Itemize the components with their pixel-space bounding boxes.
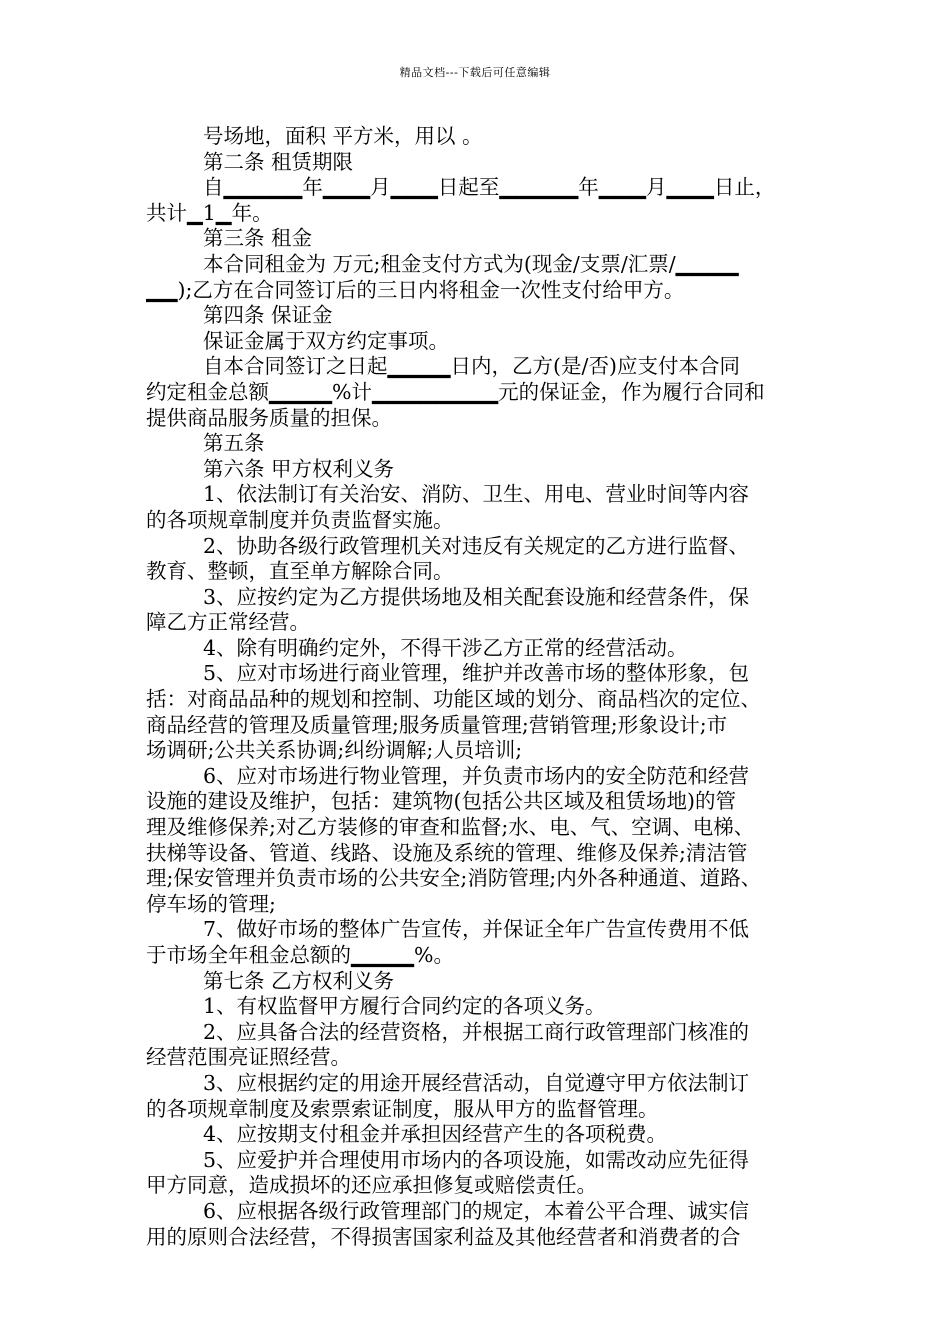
text-line: 本合同租金为 万元;租金支付方式为(现金/支票/汇票/▁▁▁▁ — [203, 251, 739, 276]
text-line: 号场地，面积 平方米，用以 。 — [203, 124, 483, 148]
text-line: 5、应爱护并合理使用市场内的各项设施，如需改动应先征得 — [203, 1147, 750, 1172]
text-line: 设施的建设及维护，包括：建筑物(包括公共区域及租赁场地)的管 — [146, 789, 736, 814]
text-line: 理及维修保养;对乙方装修的审查和监督;水、电、气、空调、电梯、 — [146, 815, 755, 840]
text-line: 第四条 保证金 — [203, 303, 333, 328]
text-line: 括：对商品品种的规划和控制、功能区域的划分、商品档次的定位、 — [146, 687, 761, 712]
text-line: 约定租金总额▁▁▁▁%计▁▁▁▁▁▁▁▁元的保证金，作为履行合同和 — [146, 379, 765, 404]
page-header: 精品文档---下载后可任意编辑 — [399, 66, 551, 79]
text-line: 自本合同签订之日起▁▁▁▁日内，乙方(是/否)应支付本合同 — [203, 354, 740, 379]
document-body — [146, 124, 810, 1250]
text-line: 理;保安管理并负责市场的公共安全;消防管理;内外各种通道、道路、 — [146, 866, 762, 891]
text-line: 7、做好市场的整体广告宣传，并保证全年广告宣传费用不低 — [203, 917, 750, 942]
text-line: 6、应对市场进行物业管理，并负责市场内的安全防范和经营 — [203, 763, 750, 788]
text-line: 6、应根据各级行政管理部门的规定，本着公平合理、诚实信 — [203, 1198, 750, 1223]
text-line: 共计▁1▁年。 — [146, 200, 273, 225]
text-line: 第七条 乙方权利义务 — [203, 968, 395, 993]
text-line: 用的原则合法经营，不得损害国家利益及其他经营者和消费者的合 — [146, 1224, 741, 1249]
text-line: 4、除有明确约定外，不得干涉乙方正常的经营活动。 — [203, 635, 688, 660]
text-line: 第二条 租赁期限 — [203, 149, 354, 174]
text-line: 2、协助各级行政管理机关对违反有关规定的乙方进行监督、 — [203, 533, 750, 558]
text-line: 2、应具备合法的经营资格，并根据工商行政管理部门核准的 — [203, 1019, 750, 1044]
text-line: 第三条 租金 — [203, 226, 313, 251]
text-line: 第六条 甲方权利义务 — [203, 456, 395, 481]
text-line: 教育、整顿，直至单方解除合同。 — [146, 559, 454, 584]
text-line: 提供商品服务质量的担保。 — [146, 405, 392, 430]
text-line: 的各项规章制度并负责监督实施。 — [146, 507, 454, 532]
text-line: 5、应对市场进行商业管理，维护并改善市场的整体形象，包 — [203, 661, 750, 686]
text-line: 商品经营的管理及质量管理;服务质量管理;营销管理;形象设计;市 — [146, 712, 728, 737]
text-line: 经营范围亮证照经营。 — [146, 1045, 351, 1070]
text-line: 3、应根据约定的用途开展经营活动，自觉遵守甲方依法制订 — [203, 1070, 750, 1095]
text-line: 1、有权监督甲方履行合同约定的各项义务。 — [203, 994, 606, 1019]
text-line: ▁▁);乙方在合同签订后的三日内将租金一次性支付给甲方。 — [146, 277, 685, 302]
text-line: 扶梯等设备、管道、线路、设施及系统的管理、维修及保养;清洁管 — [146, 840, 748, 865]
text-line: 停车场的管理; — [146, 891, 276, 916]
text-line: 障乙方正常经营。 — [146, 610, 310, 635]
text-line: 场调研;公共关系协调;纠纷调解;人员培训; — [146, 738, 523, 763]
text-line: 于市场全年租金总额的▁▁▁▁%。 — [146, 943, 455, 967]
text-line: 甲方同意，造成损坏的还应承担修复或赔偿责任。 — [146, 1173, 597, 1198]
text-line: 的各项规章制度及索票索证制度，服从甲方的监督管理。 — [146, 1096, 659, 1121]
text-line: 1、依法制订有关治安、消防、卫生、用电、营业时间等内容 — [203, 482, 750, 507]
text-line: 3、应按约定为乙方提供场地及相关配套设施和经营条件，保 — [203, 584, 750, 609]
text-line: 4、应按期支付租金并承担因经营产生的各项税费。 — [203, 1122, 668, 1147]
text-line: 第五条 — [203, 431, 265, 456]
text-line: 自▁▁▁▁▁年▁▁▁月▁▁▁日起至▁▁▁▁▁年▁▁▁月▁▁▁日止， — [203, 175, 776, 200]
text-line: 保证金属于双方约定事项。 — [203, 328, 449, 353]
